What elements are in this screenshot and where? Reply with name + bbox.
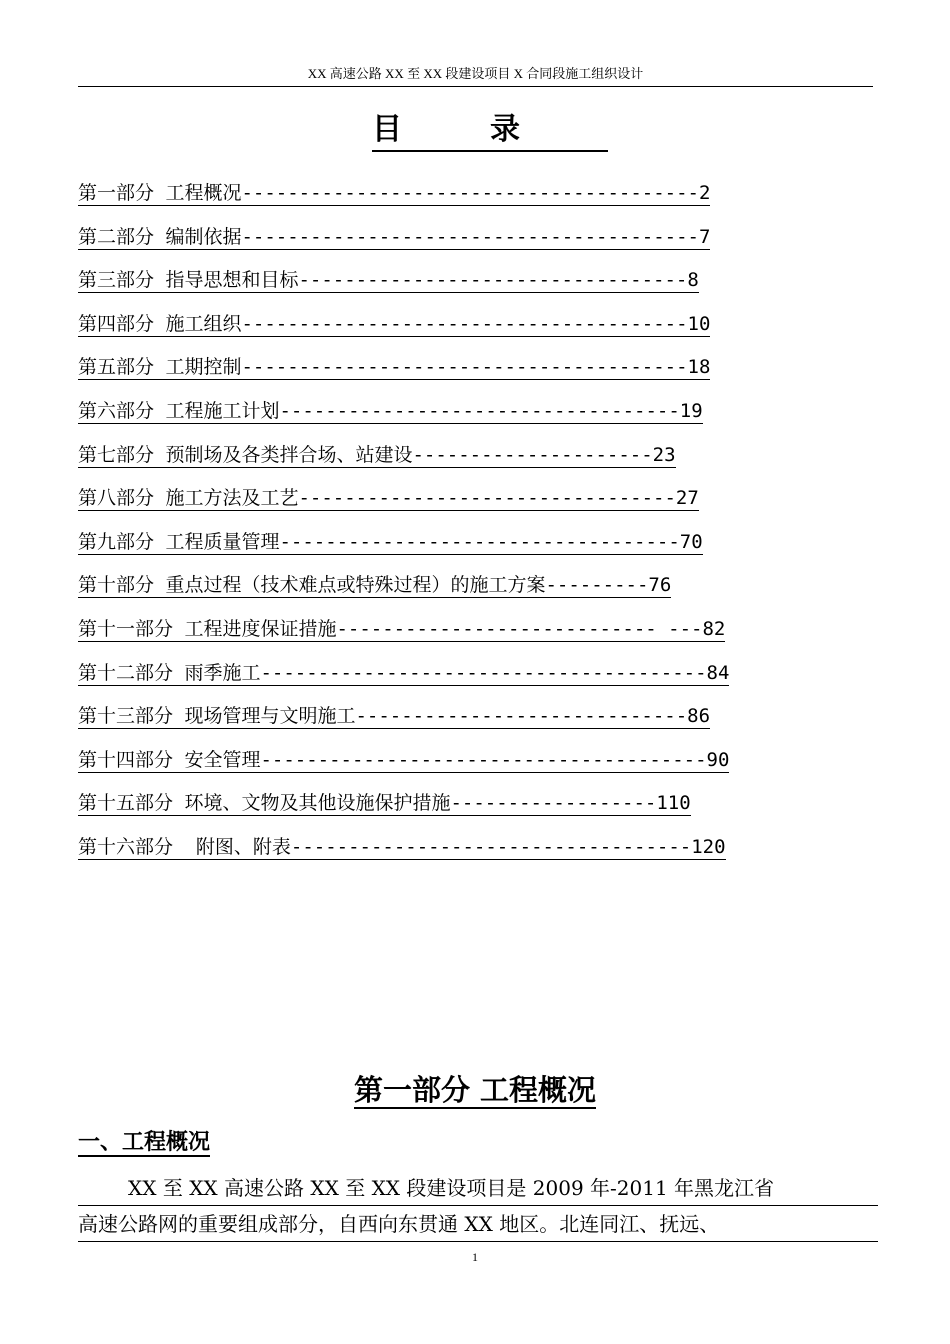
toc-title: 目录 (372, 112, 608, 152)
toc-entry[interactable]: 第四部分 施工组织---------------------------------------10 (78, 312, 711, 335)
page-header: XX 高速公路 XX 至 XX 段建设项目 X 合同段施工组织设计 (78, 64, 873, 87)
toc-entry[interactable]: 第六部分 工程施工计划-----------------------------------19 (78, 399, 703, 422)
paragraph-line: XX 至 XX 高速公路 XX 至 XX 段建设项目是 2009 年-2011 年黑龙江省 (78, 1170, 878, 1206)
toc-entry[interactable]: 第九部分 工程质量管理-----------------------------------70 (78, 530, 703, 553)
toc-entry[interactable]: 第十六部分 附图、附表-----------------------------------120 (78, 835, 726, 858)
toc-entry[interactable]: 第十五部分 环境、文物及其他设施保护措施------------------110 (78, 792, 691, 815)
toc-entry[interactable]: 第八部分 施工方法及工艺---------------------------------27 (78, 487, 699, 510)
toc-entry[interactable]: 第二部分 编制依据----------------------------------------7 (78, 225, 711, 248)
section-heading: 一、工程概况 (78, 1130, 211, 1155)
toc-entry[interactable]: 第十二部分 雨季施工---------------------------------------84 (78, 661, 730, 684)
toc-entry[interactable]: 第十一部分 工程进度保证措施---------------------------- ---82 (78, 617, 726, 640)
table-of-contents (78, 176, 729, 874)
toc-entry[interactable]: 第十部分 重点过程（技术难点或特殊过程）的施工方案---------76 (78, 574, 672, 597)
toc-entry[interactable]: 第七部分 预制场及各类拌合场、站建设---------------------23 (78, 443, 676, 466)
toc-entry[interactable]: 第三部分 指导思想和目标----------------------------------8 (78, 269, 699, 292)
toc-entry[interactable]: 第十四部分 安全管理---------------------------------------90 (78, 748, 730, 771)
toc-entry[interactable]: 第五部分 工期控制---------------------------------------18 (78, 356, 711, 379)
page-number: 1 (472, 1250, 478, 1264)
part-title: 第一部分 工程概况 (353, 1073, 597, 1107)
body-paragraph (78, 1170, 878, 1242)
paragraph-line: 高速公路网的重要组成部分，自西向东贯通 XX 地区。北连同江、抚远、 (78, 1206, 878, 1242)
toc-entry[interactable]: 第一部分 工程概况----------------------------------------2 (78, 182, 711, 204)
toc-entry[interactable]: 第十三部分 现场管理与文明施工-----------------------------86 (78, 705, 711, 728)
